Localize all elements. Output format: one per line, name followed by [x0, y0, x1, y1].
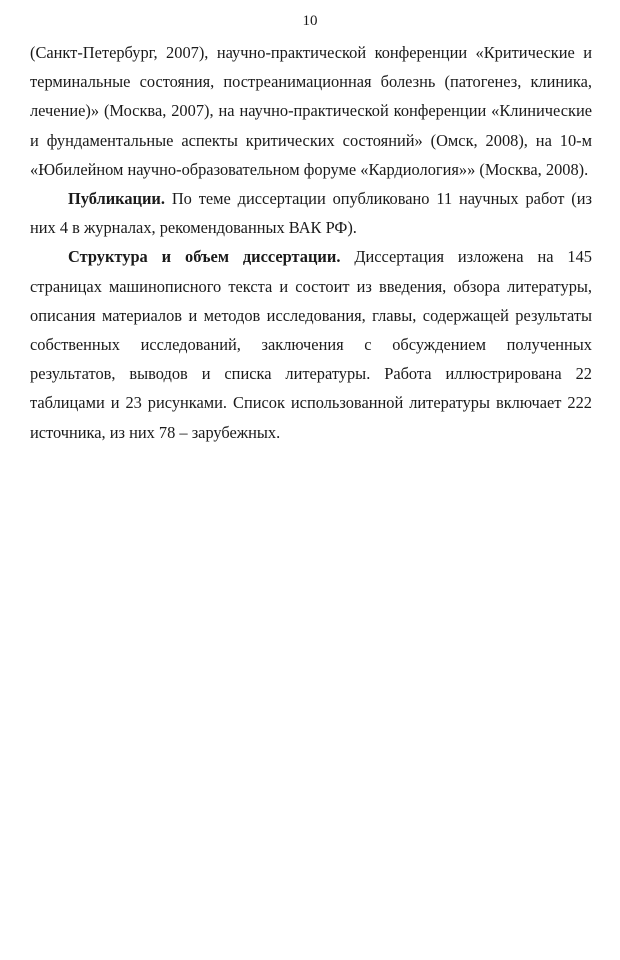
page-number: 10: [302, 13, 318, 29]
structure-heading: Структура и объем диссертации.: [68, 247, 341, 267]
paragraph-publications-text: По теме диссертации опубликовано 11 научных работ (из них 4 в журналах, рекомендованных ВАК РФ).: [30, 189, 592, 238]
paragraph-structure: [30, 242, 592, 446]
publications-heading: Публикации.: [68, 189, 165, 209]
paragraph-publications: [30, 184, 592, 242]
paragraph-structure-text: Диссертация изложена на 145 страницах машинописного текста и состоит из введения, обзора литературы, описания материалов и методов исследования, главы, содержащей результаты собственных исследований, заключения с обсуждением полученных результатов, выводов и списка литературы. Работа иллюстрирована 22 таблицами и 23 рисунками. Список использованной литературы включает 222 источника, из них 78 – зарубежных.: [30, 247, 592, 442]
paragraph-conferences-text: (Санкт-Петербург, 2007), научно-практической конференции «Критические и терминальные состояния, постреанимационная болезнь (патогенез, клиника, лечение)» (Москва, 2007), на научно-практической конференции «Клинические и фундаментальные аспекты критических состояний» (Омск, 2008), на 10-м «Юбилейном научно-образовательном форуме «Кардиология»» (Москва, 2008).: [30, 43, 592, 179]
paragraph-conferences: [30, 38, 592, 184]
body-text: [30, 38, 592, 447]
